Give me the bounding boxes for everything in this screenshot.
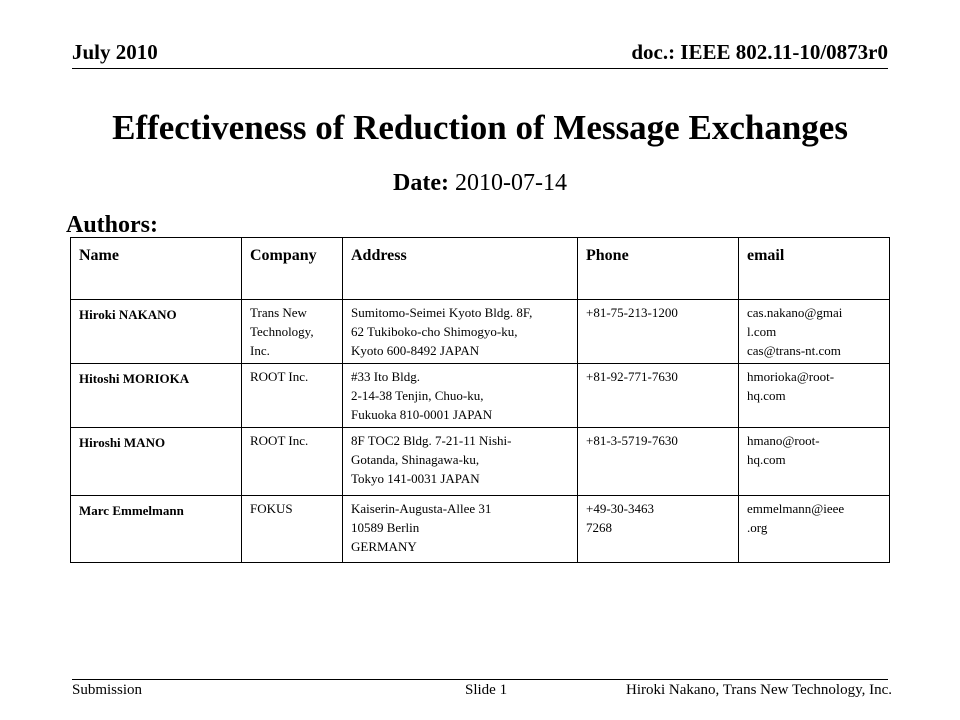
date-value: 2010-07-14 [454, 170, 567, 196]
author-address-line: 8F TOC2 Bldg. 7-21-11 Nishi- [351, 433, 512, 448]
author-address-line: 62 Tukiboko-cho Shimogyo-ku, [351, 324, 518, 339]
author-company-line: ROOT Inc. [250, 369, 309, 384]
footer-author: Hiroki Nakano, Trans New Technology, Inc. [626, 682, 892, 698]
author-address-line: GERMANY [351, 539, 417, 554]
author-address-line: Gotanda, Shinagawa-ku, [351, 452, 480, 467]
author-phone-cell [578, 364, 739, 428]
author-email-line: hmano@root- [747, 433, 820, 448]
column-header-name: Name [71, 238, 242, 300]
author-company-line: Trans New [250, 305, 307, 320]
header-date: July 2010 [72, 40, 158, 64]
author-email-line: l.com [747, 324, 777, 339]
author-address-cell [343, 364, 578, 428]
author-email-cell [739, 496, 890, 563]
date-line [0, 170, 960, 197]
author-email-line: hmorioka@root- [747, 369, 835, 384]
author-phone-line: +81-3-5719-7630 [586, 433, 678, 448]
slide-title: Effectiveness of Reduction of Message Exchanges [112, 108, 848, 147]
author-phone-line: 7268 [586, 520, 612, 535]
author-email-line: cas@trans-nt.com [747, 343, 841, 358]
author-phone-cell [578, 428, 739, 496]
authors-table [70, 237, 890, 563]
author-phone-line: +81-92-771-7630 [586, 369, 678, 384]
author-name-cell: Hiroshi MANO [71, 428, 242, 496]
author-address-line: Kyoto 600-8492 JAPAN [351, 343, 480, 358]
author-email-cell [739, 300, 890, 364]
author-email-line: hq.com [747, 388, 786, 403]
author-company-line: Inc. [250, 343, 270, 358]
author-address-line: Sumitomo-Seimei Kyoto Bldg. 8F, [351, 305, 533, 320]
footer-rule [72, 679, 888, 680]
table-row [71, 300, 890, 364]
author-name-cell: Marc Emmelmann [71, 496, 242, 563]
author-email-cell [739, 428, 890, 496]
author-name-cell: Hiroki NAKANO [71, 300, 242, 364]
author-email-line: emmelmann@ieee [747, 501, 845, 516]
author-address-line: Tokyo 141-0031 JAPAN [351, 471, 480, 486]
column-header-company: Company [242, 238, 343, 300]
header-doc-id: doc.: IEEE 802.11-10/0873r0 [631, 40, 888, 64]
author-address-line: #33 Ito Bldg. [351, 369, 420, 384]
footer-submission: Submission [72, 682, 143, 698]
author-name-cell: Hitoshi MORIOKA [71, 364, 242, 428]
author-company-line: ROOT Inc. [250, 433, 309, 448]
author-email-line: .org [747, 520, 768, 535]
table-header-row [71, 238, 890, 300]
author-address-cell [343, 428, 578, 496]
author-company-line: FOKUS [250, 501, 293, 516]
column-header-address: Address [343, 238, 578, 300]
author-address-cell [343, 300, 578, 364]
footer-slide-number: Slide 1 [465, 682, 508, 698]
author-phone-line: +49-30-3463 [586, 501, 654, 516]
author-phone-cell [578, 300, 739, 364]
header-rule [72, 68, 888, 69]
author-email-cell [739, 364, 890, 428]
column-header-email: email [739, 238, 890, 300]
author-address-line: 10589 Berlin [351, 520, 420, 535]
author-phone-line: +81-75-213-1200 [586, 305, 678, 320]
date-label: Date: [393, 170, 449, 196]
author-address-line: Kaiserin-Augusta-Allee 31 [351, 501, 492, 516]
author-company-cell [242, 364, 343, 428]
author-email-line: hq.com [747, 452, 786, 467]
author-company-cell [242, 496, 343, 563]
author-address-cell [343, 496, 578, 563]
author-company-cell [242, 300, 343, 364]
author-address-line: Fukuoka 810-0001 JAPAN [351, 407, 493, 422]
author-phone-cell [578, 496, 739, 563]
author-company-line: Technology, [250, 324, 314, 339]
author-email-line: cas.nakano@gmai [747, 305, 843, 320]
table-row [71, 496, 890, 563]
author-address-line: 2-14-38 Tenjin, Chuo-ku, [351, 388, 484, 403]
column-header-phone: Phone [578, 238, 739, 300]
authors-label: Authors: [66, 212, 159, 238]
author-company-cell [242, 428, 343, 496]
table-row [71, 364, 890, 428]
table-row [71, 428, 890, 496]
